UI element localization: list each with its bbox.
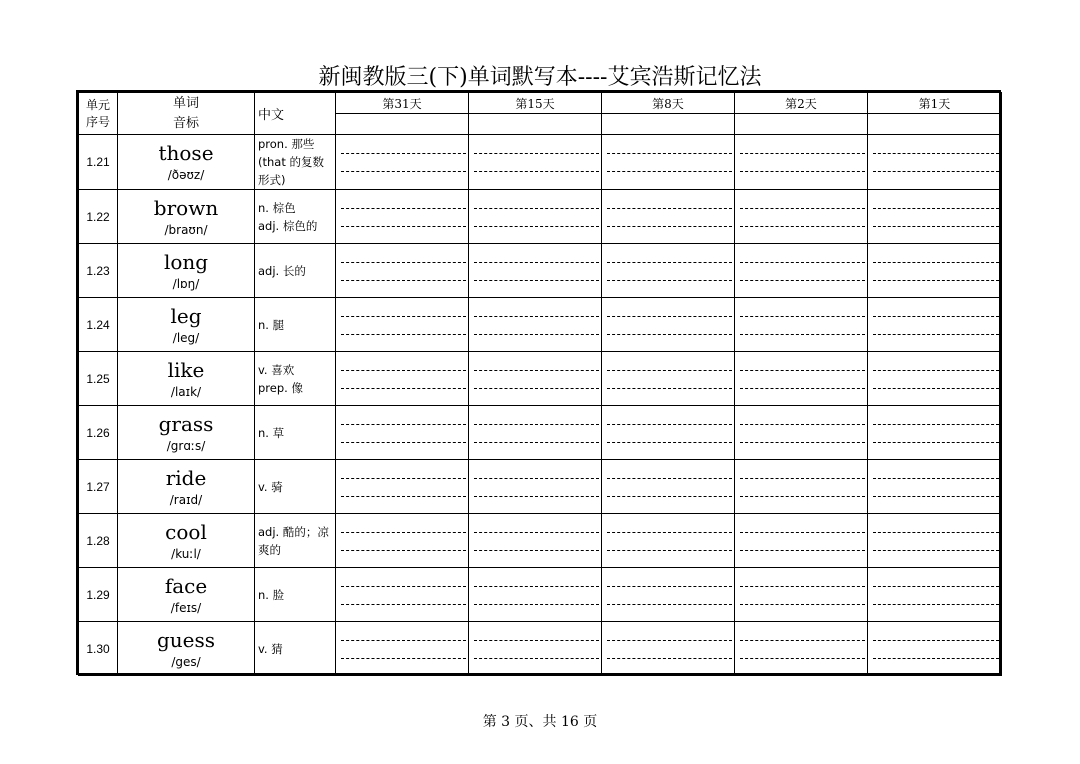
dashed-writing-line	[474, 262, 599, 263]
dashed-writing-line	[607, 442, 732, 443]
dictation-write-cell[interactable]	[735, 568, 868, 622]
dashed-writing-line	[740, 604, 865, 605]
dictation-write-cell[interactable]	[602, 352, 735, 406]
dictation-write-cell[interactable]	[336, 568, 469, 622]
dashed-writing-line	[873, 442, 999, 443]
chinese-meaning	[255, 622, 336, 676]
dashed-writing-line	[474, 388, 599, 389]
chinese-header: 中文	[255, 93, 336, 135]
table-row	[79, 135, 1002, 190]
dashed-writing-line	[740, 153, 865, 154]
dashed-writing-line	[607, 316, 732, 317]
phonetic: /grɑːs/	[166, 438, 206, 453]
chinese-meaning	[255, 460, 336, 514]
dashed-writing-line	[341, 153, 466, 154]
day-31-header: 第31天	[336, 93, 469, 114]
table-row	[79, 352, 1002, 406]
day-2-header: 第2天	[735, 93, 868, 114]
day-15-check-cell[interactable]	[469, 114, 602, 135]
dashed-writing-line	[474, 532, 599, 533]
word-cell	[118, 244, 255, 298]
dictation-write-cell[interactable]	[868, 190, 1002, 244]
dashed-writing-line	[474, 424, 599, 425]
day-15-header: 第15天	[469, 93, 602, 114]
day-8-header: 第8天	[602, 93, 735, 114]
dashed-writing-line	[341, 424, 466, 425]
dashed-writing-line	[474, 604, 599, 605]
dictation-write-cell[interactable]	[602, 622, 735, 676]
table-row	[79, 298, 1002, 352]
dashed-writing-line	[474, 171, 599, 172]
dashed-writing-line	[740, 370, 865, 371]
dictation-write-cell[interactable]	[336, 352, 469, 406]
dashed-writing-line	[607, 171, 732, 172]
dashed-writing-line	[474, 658, 599, 659]
table-row	[79, 622, 1002, 676]
dashed-writing-line	[341, 171, 466, 172]
meaning-line: n. 脸	[258, 587, 285, 602]
meaning-line: v. 喜欢	[258, 362, 295, 377]
day-1-check-cell[interactable]	[868, 114, 1002, 135]
chinese-meaning	[255, 244, 336, 298]
dashed-writing-line	[607, 478, 732, 479]
unit-header-line1: 单元	[85, 97, 110, 112]
page-footer: 第 3 页、共 16 页	[482, 714, 598, 730]
chinese-meaning	[255, 352, 336, 406]
dashed-writing-line	[873, 388, 999, 389]
dictation-write-cell[interactable]	[868, 244, 1002, 298]
dictation-write-cell[interactable]	[336, 298, 469, 352]
dictation-write-cell[interactable]	[469, 460, 602, 514]
dashed-writing-line	[341, 316, 466, 317]
meaning-line: n. 腿	[258, 317, 285, 332]
dashed-writing-line	[607, 496, 732, 497]
dashed-writing-line	[607, 262, 732, 263]
dictation-write-cell[interactable]	[469, 568, 602, 622]
word-cell	[118, 352, 255, 406]
dashed-writing-line	[474, 586, 599, 587]
dashed-writing-line	[341, 208, 466, 209]
english-word: leg	[170, 303, 202, 328]
dictation-write-cell[interactable]	[735, 352, 868, 406]
dashed-writing-line	[740, 334, 865, 335]
dashed-writing-line	[607, 208, 732, 209]
dictation-write-cell[interactable]	[602, 244, 735, 298]
table-row	[79, 514, 1002, 568]
dashed-writing-line	[341, 478, 466, 479]
dashed-writing-line	[873, 226, 999, 227]
dashed-writing-line	[607, 424, 732, 425]
english-word: face	[164, 573, 208, 598]
dashed-writing-line	[474, 442, 599, 443]
dictation-write-cell[interactable]	[469, 352, 602, 406]
dashed-writing-line	[474, 496, 599, 497]
dashed-writing-line	[873, 658, 999, 659]
dictation-write-cell[interactable]	[602, 406, 735, 460]
english-word: those	[158, 141, 214, 165]
dashed-writing-line	[341, 496, 466, 497]
dashed-writing-line	[740, 532, 865, 533]
dictation-write-cell[interactable]	[469, 190, 602, 244]
row-index: 1.25	[79, 352, 118, 406]
dashed-writing-line	[341, 262, 466, 263]
dashed-writing-line	[341, 532, 466, 533]
dashed-writing-line	[341, 226, 466, 227]
dashed-writing-line	[607, 153, 732, 154]
dashed-writing-line	[474, 550, 599, 551]
dashed-writing-line	[740, 496, 865, 497]
dictation-write-cell[interactable]	[735, 460, 868, 514]
dictation-write-cell[interactable]	[735, 244, 868, 298]
dictation-write-cell[interactable]	[602, 298, 735, 352]
word-cell	[118, 622, 255, 676]
dictation-write-cell[interactable]	[868, 352, 1002, 406]
dictation-write-cell[interactable]	[602, 568, 735, 622]
dictation-write-cell[interactable]	[336, 622, 469, 676]
dashed-writing-line	[740, 442, 865, 443]
dashed-writing-line	[474, 153, 599, 154]
phonetic: /ges/	[171, 654, 201, 669]
dashed-writing-line	[341, 604, 466, 605]
unit-index-header	[79, 93, 118, 135]
word-cell	[118, 568, 255, 622]
dashed-writing-line	[607, 640, 732, 641]
dashed-writing-line	[873, 496, 999, 497]
meaning-line: 爽的	[258, 542, 281, 557]
dashed-writing-line	[873, 550, 999, 551]
dashed-writing-line	[873, 316, 999, 317]
dictation-write-cell[interactable]	[735, 406, 868, 460]
dashed-writing-line	[474, 280, 599, 281]
table-row	[79, 190, 1002, 244]
row-index: 1.29	[79, 568, 118, 622]
table-row	[79, 244, 1002, 298]
phonetic: /laɪk/	[170, 384, 202, 399]
dashed-writing-line	[474, 208, 599, 209]
dashed-writing-line	[740, 316, 865, 317]
row-index: 1.21	[79, 135, 118, 190]
word-phonetic-header	[118, 93, 255, 135]
dictation-write-cell[interactable]	[735, 135, 868, 190]
row-index: 1.27	[79, 460, 118, 514]
dictation-write-cell[interactable]	[469, 298, 602, 352]
dashed-writing-line	[873, 262, 999, 263]
dictation-write-cell[interactable]	[336, 135, 469, 190]
dashed-writing-line	[341, 280, 466, 281]
dashed-writing-line	[740, 424, 865, 425]
dashed-writing-line	[740, 586, 865, 587]
dashed-writing-line	[341, 442, 466, 443]
dictation-write-cell[interactable]	[602, 135, 735, 190]
row-index: 1.23	[79, 244, 118, 298]
dashed-writing-line	[607, 388, 732, 389]
dashed-writing-line	[873, 370, 999, 371]
meaning-line: v. 猜	[258, 641, 283, 656]
dashed-writing-line	[341, 658, 466, 659]
phonetic: /braʊn/	[164, 222, 208, 237]
english-word: grass	[158, 411, 214, 436]
dictation-write-cell[interactable]	[868, 514, 1002, 568]
dashed-writing-line	[873, 586, 999, 587]
dashed-writing-line	[474, 226, 599, 227]
dashed-writing-line	[873, 171, 999, 172]
dashed-writing-line	[607, 370, 732, 371]
word-cell	[118, 514, 255, 568]
dashed-writing-line	[873, 604, 999, 605]
dashed-writing-line	[474, 370, 599, 371]
row-index: 1.26	[79, 406, 118, 460]
dictation-write-cell[interactable]	[469, 135, 602, 190]
meaning-line: n. 草	[258, 425, 285, 440]
chinese-meaning	[255, 514, 336, 568]
dashed-writing-line	[873, 280, 999, 281]
dictation-write-cell[interactable]	[336, 190, 469, 244]
dashed-writing-line	[873, 640, 999, 641]
word-cell	[118, 135, 255, 190]
dashed-writing-line	[873, 208, 999, 209]
dashed-writing-line	[740, 171, 865, 172]
dictation-write-cell[interactable]	[469, 622, 602, 676]
meaning-line: pron. 那些	[258, 137, 315, 151]
meaning-line: adj. 酷的；凉	[258, 524, 329, 539]
english-word: like	[167, 357, 205, 382]
dashed-writing-line	[341, 640, 466, 641]
english-word: guess	[156, 627, 216, 652]
dictation-write-cell[interactable]	[868, 135, 1002, 190]
meaning-line: (that 的复数	[258, 155, 324, 169]
dictation-write-cell[interactable]	[735, 622, 868, 676]
dashed-writing-line	[873, 153, 999, 154]
row-index: 1.24	[79, 298, 118, 352]
dictation-table	[76, 90, 1001, 675]
dashed-writing-line	[341, 334, 466, 335]
dictation-write-cell[interactable]	[336, 460, 469, 514]
dictation-write-cell[interactable]	[602, 460, 735, 514]
english-word: brown	[153, 195, 219, 220]
dashed-writing-line	[607, 604, 732, 605]
english-word: cool	[165, 519, 207, 544]
table-row	[79, 568, 1002, 622]
meaning-line: adj. 棕色的	[258, 218, 318, 233]
dictation-write-cell[interactable]	[735, 514, 868, 568]
dictation-write-cell[interactable]	[868, 406, 1002, 460]
dashed-writing-line	[740, 208, 865, 209]
dictation-write-cell[interactable]	[336, 406, 469, 460]
dashed-writing-line	[341, 388, 466, 389]
dashed-writing-line	[341, 586, 466, 587]
dashed-writing-line	[740, 388, 865, 389]
dashed-writing-line	[607, 532, 732, 533]
row-index: 1.28	[79, 514, 118, 568]
phonetic: /kuːl/	[171, 546, 201, 561]
word-cell	[118, 298, 255, 352]
dictation-write-cell[interactable]	[735, 298, 868, 352]
day-2-check-cell[interactable]	[735, 114, 868, 135]
meaning-line: v. 骑	[258, 479, 283, 494]
dashed-writing-line	[740, 550, 865, 551]
dictation-write-cell[interactable]	[868, 298, 1002, 352]
dashed-writing-line	[474, 478, 599, 479]
dashed-writing-line	[607, 334, 732, 335]
row-index: 1.30	[79, 622, 118, 676]
dashed-writing-line	[607, 658, 732, 659]
dictation-write-cell[interactable]	[469, 244, 602, 298]
dictation-write-cell[interactable]	[735, 190, 868, 244]
unit-header-line2: 序号	[85, 114, 110, 129]
header-row	[79, 93, 1002, 114]
dashed-writing-line	[873, 334, 999, 335]
dictation-write-cell[interactable]	[336, 514, 469, 568]
dashed-writing-line	[607, 586, 732, 587]
dictation-write-cell[interactable]	[868, 460, 1002, 514]
word-cell	[118, 406, 255, 460]
meaning-line: 形式)	[258, 173, 286, 187]
word-cell	[118, 190, 255, 244]
chinese-meaning	[255, 298, 336, 352]
phonetic: /leg/	[172, 330, 200, 345]
word-header-line1: 单词	[172, 95, 199, 111]
dictation-write-cell[interactable]	[336, 244, 469, 298]
chinese-meaning	[255, 135, 336, 190]
day-1-header: 第1天	[868, 93, 1002, 114]
dashed-writing-line	[341, 370, 466, 371]
page-title: 新闽教版三(下)单词默写本----艾宾浩斯记忆法	[318, 65, 762, 90]
phonetic: /feɪs/	[170, 600, 202, 615]
phonetic: /ðəʊz/	[167, 168, 205, 182]
dashed-writing-line	[873, 532, 999, 533]
chinese-meaning	[255, 406, 336, 460]
dashed-writing-line	[607, 226, 732, 227]
dashed-writing-line	[607, 280, 732, 281]
dictation-write-cell[interactable]	[868, 622, 1002, 676]
dictation-write-cell[interactable]	[868, 568, 1002, 622]
dashed-writing-line	[873, 478, 999, 479]
dashed-writing-line	[740, 280, 865, 281]
word-header-line2: 音标	[172, 115, 199, 131]
meaning-line: adj. 长的	[258, 263, 306, 278]
dictation-write-cell[interactable]	[602, 514, 735, 568]
word-cell	[118, 460, 255, 514]
dashed-writing-line	[474, 316, 599, 317]
chinese-meaning	[255, 568, 336, 622]
dashed-writing-line	[740, 226, 865, 227]
phonetic: /raɪd/	[169, 492, 203, 507]
dashed-writing-line	[740, 640, 865, 641]
dashed-writing-line	[873, 424, 999, 425]
english-word: ride	[165, 465, 207, 490]
dictation-write-cell[interactable]	[469, 406, 602, 460]
dictation-write-cell[interactable]	[602, 190, 735, 244]
meaning-line: prep. 像	[258, 380, 303, 395]
chinese-meaning	[255, 190, 336, 244]
day-8-check-cell[interactable]	[602, 114, 735, 135]
english-word: long	[163, 249, 209, 274]
dashed-writing-line	[740, 478, 865, 479]
day-31-check-cell[interactable]	[336, 114, 469, 135]
table-row	[79, 406, 1002, 460]
meaning-line: n. 棕色	[258, 200, 296, 215]
dashed-writing-line	[740, 658, 865, 659]
dashed-writing-line	[341, 550, 466, 551]
dashed-writing-line	[474, 640, 599, 641]
dashed-writing-line	[740, 262, 865, 263]
table-row	[79, 460, 1002, 514]
dictation-write-cell[interactable]	[469, 514, 602, 568]
row-index: 1.22	[79, 190, 118, 244]
dashed-writing-line	[474, 334, 599, 335]
phonetic: /lɒŋ/	[172, 276, 200, 291]
dashed-writing-line	[607, 550, 732, 551]
